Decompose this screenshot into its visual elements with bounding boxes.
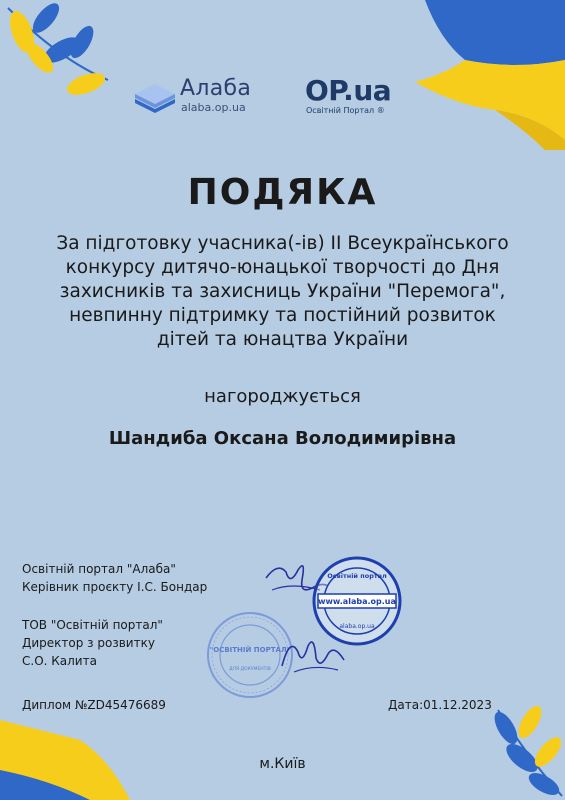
signatory-role: Директор з розвитку xyxy=(22,636,155,650)
body-line: дітей та юнацтва України xyxy=(156,329,409,350)
flag-bottom-left-decoration xyxy=(0,700,150,800)
alaba-logo-icon xyxy=(133,82,177,116)
alaba-logo-url: alaba.op.ua xyxy=(181,101,246,114)
recipient-name: Шандиба Оксана Володимирівна xyxy=(108,428,457,449)
signatory-block-1 xyxy=(22,560,207,596)
body-line: За підготовку учасника(-ів) ІІ Всеукраїнського xyxy=(56,233,509,254)
branch-bottom-right-decoration xyxy=(470,700,565,800)
signatory-org: Освітній портал "Алаба" xyxy=(22,562,176,576)
diploma-number: Диплом №ZD45476689 xyxy=(22,698,166,712)
certificate-title: ПОДЯКА xyxy=(187,172,378,213)
signatory-name: С.О. Калита xyxy=(22,654,97,668)
signatory-block-2 xyxy=(22,616,163,670)
body-line: невпинну підтримку та постійний розвиток xyxy=(69,305,496,326)
issue-date: Дата:01.12.2023 xyxy=(388,698,492,712)
signatory-org: ТОВ "Освітній портал" xyxy=(22,618,163,632)
branch-top-left-decoration xyxy=(0,0,120,110)
body-line: захисників та захисниць України "Перемога", xyxy=(59,281,506,302)
op-logo-name: OP.ua xyxy=(305,74,392,107)
signatory-role: Керівник проєкту І.С. Бондар xyxy=(22,580,208,594)
certificate-body xyxy=(30,232,535,352)
light-stamp-bottom-text: ДЛЯ ДОКУМЕНТІВ xyxy=(229,667,271,672)
awarded-label: нагороджується xyxy=(204,386,361,407)
flag-top-right-decoration xyxy=(395,0,565,150)
city-label: м.Київ xyxy=(259,756,306,772)
blue-stamp-url: www.alaba.op.ua xyxy=(318,597,396,606)
blue-stamp-bottom-text: alaba.op.ua xyxy=(339,623,375,630)
blue-stamp-top-text: Освітній портал xyxy=(327,572,387,580)
light-stamp-center-text: "ОСВІТНІЙ ПОРТАЛ" xyxy=(209,646,291,654)
alaba-logo-name: Алаба xyxy=(180,76,252,101)
blue-stamp-seal xyxy=(312,556,402,646)
body-line: конкурсу дитячо-юнацької творчості до Дня xyxy=(65,257,500,278)
op-logo-subtitle: Освітній Портал ® xyxy=(306,106,385,115)
